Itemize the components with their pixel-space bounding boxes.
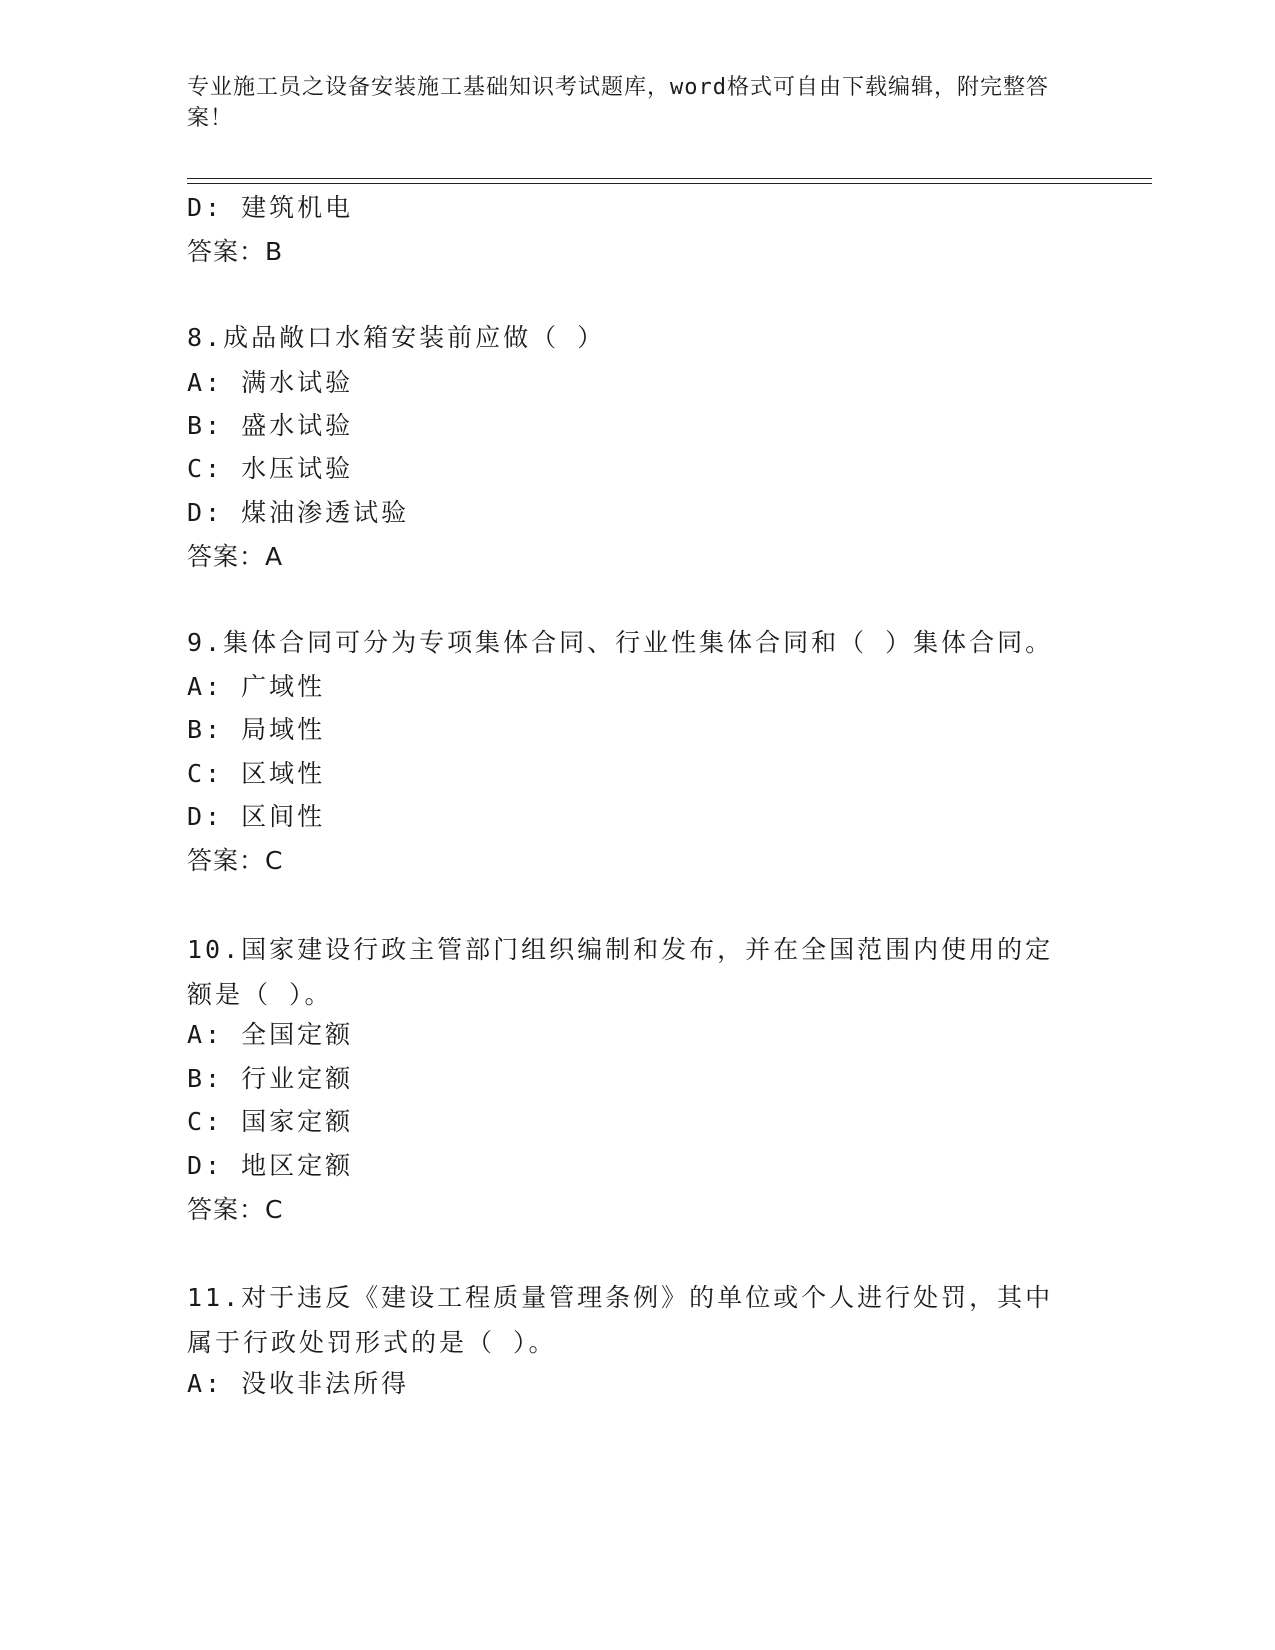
- q8-option-a: A: 满水试验: [187, 368, 354, 397]
- q8-option-d: D: 煤油渗透试验: [187, 498, 410, 527]
- q10-option-d: D: 地区定额: [187, 1151, 354, 1180]
- q7-answer: 答案：B: [187, 237, 284, 266]
- header-divider-top: [187, 178, 1152, 179]
- q10-question: 10.国家建设行政主管部门组织编制和发布，并在全国范围内使用的定额是（ ）。: [187, 935, 1054, 1009]
- header-divider-bottom: [187, 183, 1152, 184]
- q10-option-a: A: 全国定额: [187, 1020, 354, 1049]
- q8-option-b: B: 盛水试验: [187, 411, 354, 440]
- q11-option-a: A: 没收非法所得: [187, 1369, 410, 1398]
- q10-answer: 答案：C: [187, 1195, 284, 1224]
- q9-option-a: A: 广域性: [187, 672, 326, 701]
- q10-option-b: B: 行业定额: [187, 1064, 354, 1093]
- q10-option-c: C: 国家定额: [187, 1107, 354, 1136]
- document-header: 专业施工员之设备安装施工基础知识考试题库，word格式可自由下载编辑，附完整答案！: [187, 75, 1049, 131]
- q9-answer: 答案：C: [187, 846, 284, 875]
- q8-question: 8.成品敞口水箱安装前应做（ ）: [187, 323, 606, 352]
- q8-option-c: C: 水压试验: [187, 454, 354, 483]
- q9-question: 9.集体合同可分为专项集体合同、行业性集体合同和（ ）集体合同。: [187, 628, 1054, 657]
- q7-option-d: D: 建筑机电: [187, 193, 354, 222]
- q11-question: 11.对于违反《建设工程质量管理条例》的单位或个人进行处罚，其中属于行政处罚形式的是（ ）。: [187, 1283, 1054, 1357]
- q9-option-d: D: 区间性: [187, 802, 326, 831]
- q9-option-c: C: 区域性: [187, 759, 326, 788]
- q9-option-b: B: 局域性: [187, 715, 326, 744]
- q8-answer: 答案：A: [187, 542, 284, 571]
